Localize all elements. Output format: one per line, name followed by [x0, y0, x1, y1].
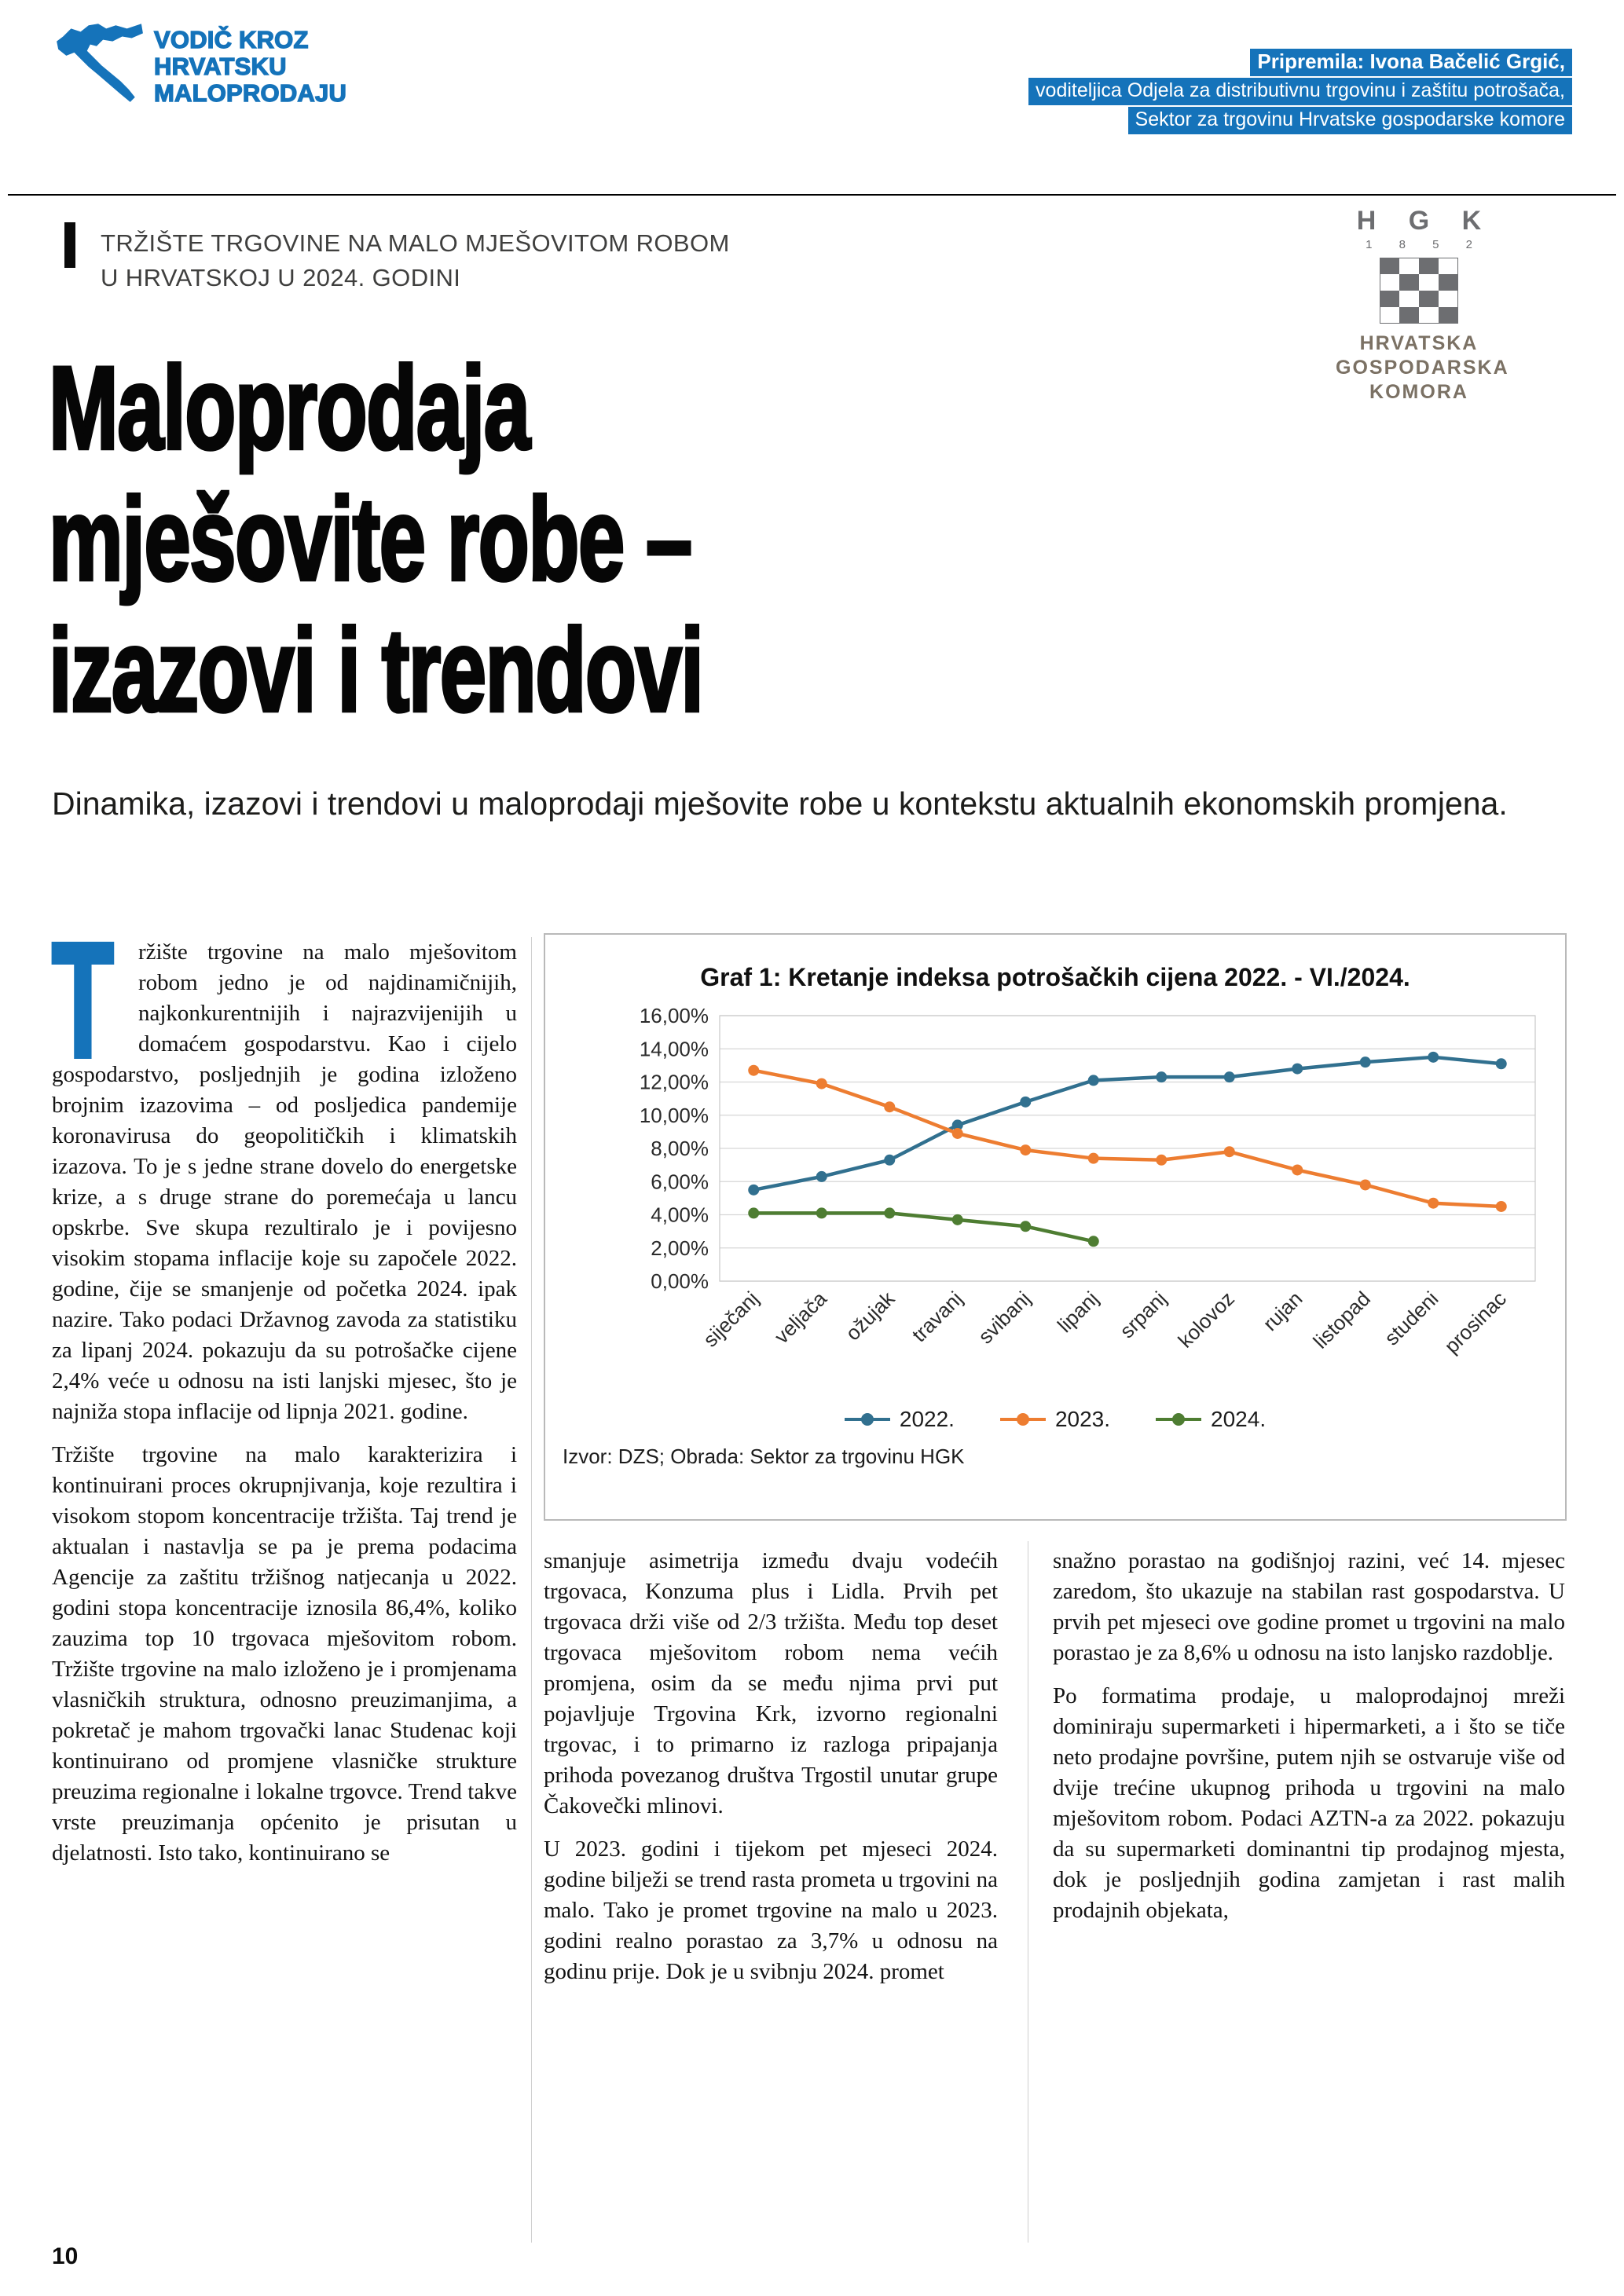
- paragraph: [52, 910, 517, 1427]
- paragraph: U 2023. godini i tijekom pet mjeseci 2024. godine bilježi se trend rasta prometa u trgovini na malo. Tako je promet trgovine na malo u 2023. godini realno porastao za 3,7% u odnosu na godinu prije. Dok je u svibnju 2024. promet: [544, 1836, 998, 1984]
- croatia-map-logo: [50, 16, 146, 105]
- article-headline: [49, 342, 970, 736]
- data-point: [952, 1214, 963, 1225]
- page-number: 10: [52, 2243, 79, 2269]
- x-tick-label: travanj: [907, 1287, 967, 1347]
- x-tick-label: studeni: [1379, 1287, 1443, 1350]
- hgk-name: [1336, 331, 1509, 405]
- data-point: [1496, 1058, 1507, 1069]
- chart-panel: [544, 933, 1567, 1521]
- cpi-chart-svg: [563, 1005, 1548, 1401]
- dropcap: T: [52, 910, 114, 1092]
- hgk-checkerboard-icon: [1380, 258, 1458, 324]
- paragraph: Tržište trgovine na malo karakterizira i kontinuirani proces okrupnjivanja, koje rezultira i visokom stopom koncentracije tržišta. Taj trend je aktualan i nastavlja se pa je prema podacima Agencije za zaštitu tržišnog natjecanja u 2022. godini stopa koncentracije iznosila 86,4%, koliko zauzima top 10 trgovaca mješovitom robom. Tržište trgovine na malo izloženo je i promjenama vlasničkih struktura, odnosno preuzimanjima, a pokretač je mahom trgovački lanac Studenac koji kontinuirano od promjene vlasničke strukture preuzima regionalne i lokalne trgovce. Trend takve vrste preuzimanja općenito je prisutan u djelatnosti. Isto tako, kontinuirano se: [52, 1442, 517, 1866]
- data-point: [884, 1207, 895, 1218]
- headline-line: mješovite robe –: [49, 473, 691, 605]
- legend-line-marker-icon: [1000, 1418, 1046, 1421]
- y-tick-label: 6,00%: [651, 1170, 709, 1194]
- data-point: [1088, 1236, 1099, 1247]
- kicker-accent-bar: [64, 222, 75, 268]
- y-tick-label: 2,00%: [651, 1236, 709, 1260]
- data-point: [816, 1207, 827, 1218]
- byline-author: Pripremila: Ivona Bačelić Grgić,: [1250, 49, 1572, 76]
- logo-line: HRVATSKU: [154, 53, 287, 80]
- legend-label: 2023.: [1054, 1407, 1111, 1431]
- column-divider: [531, 937, 532, 2243]
- y-tick-label: 14,00%: [639, 1037, 709, 1061]
- legend-label: 2024.: [1211, 1407, 1267, 1431]
- headline-line: Maloprodaja: [49, 342, 530, 474]
- x-tick-label: prosinac: [1439, 1287, 1511, 1358]
- hgk-logo: [1336, 206, 1509, 405]
- legend-item-2022: [845, 1407, 955, 1432]
- hgk-name-line: GOSPODARSKA: [1336, 357, 1509, 379]
- kicker-line: U HRVATSKOJ U 2024. GODINI: [101, 264, 461, 291]
- chart-title: Graf 1: Kretanje indeksa potrošačkih cijena 2022. - VI./2024.: [700, 963, 1410, 991]
- data-point: [748, 1207, 759, 1218]
- data-point: [1020, 1097, 1031, 1108]
- legend-label: 2022.: [899, 1407, 955, 1431]
- data-point: [816, 1171, 827, 1182]
- x-tick-label: srpanj: [1115, 1287, 1171, 1343]
- legend-line-marker-icon: [1156, 1418, 1201, 1421]
- article-column-2: [544, 1546, 998, 1987]
- y-tick-label: 4,00%: [651, 1203, 709, 1227]
- hgk-name-line: KOMORA: [1369, 381, 1468, 403]
- data-point: [748, 1185, 759, 1196]
- byline-role: voditeljica Odjela za distributivnu trgovinu i zaštitu potrošača,: [1028, 78, 1572, 105]
- x-tick-label: siječanj: [698, 1287, 764, 1352]
- series-line-2022: [753, 1057, 1501, 1190]
- x-tick-label: lipanj: [1052, 1287, 1103, 1338]
- data-point: [1020, 1221, 1031, 1232]
- x-tick-label: rujan: [1258, 1287, 1307, 1336]
- data-point: [884, 1101, 895, 1112]
- data-point: [1292, 1064, 1303, 1075]
- data-point: [1088, 1153, 1099, 1164]
- legend-item-2023: [1000, 1407, 1110, 1432]
- data-point: [1088, 1075, 1099, 1086]
- data-point: [1360, 1056, 1371, 1067]
- headline-line: izazovi i trendovi: [49, 604, 703, 736]
- kicker: [101, 226, 730, 295]
- x-tick-label: svibanj: [973, 1287, 1036, 1349]
- y-tick-label: 16,00%: [639, 1005, 709, 1027]
- x-tick-label: veljača: [769, 1287, 831, 1349]
- paragraph: snažno porastao na godišnjoj razini, već 14. mjesec zaredom, što ukazuje na stabilan rast gospodarstva. U prvih pet mjeseci ove godine promet u trgovini na malo porastao je za 8,6% u odnosu na isto lanjsko razdoblje.: [1053, 1548, 1565, 1665]
- logo-line: MALOPRODAJU: [154, 79, 347, 107]
- data-point: [1428, 1052, 1439, 1063]
- data-point: [1224, 1146, 1235, 1157]
- article-column-3: [1053, 1546, 1565, 1926]
- y-tick-label: 0,00%: [651, 1269, 709, 1293]
- data-point: [748, 1065, 759, 1076]
- series-line-2023: [753, 1071, 1501, 1207]
- data-point: [816, 1078, 827, 1089]
- hgk-letters: H G K: [1356, 206, 1494, 236]
- article-column-1: [52, 910, 517, 1869]
- paragraph-text: ržište trgovine na malo mješovitom robom jedno je od najdinamičnijih, najkonkurentnijih i najrazvijenijih u domaćem gospodarstvu. Kao i cijelo gospodarstvo, posljednjih je godina izloženo brojnim izazovima – od posljedica pandemije koronavirusa do geopolitičkih i klimatskih izazova. To je s jedne strane dovelo do energetske krize, a s druge strane do poremećaja u lancu opskrbe. Sve skupa rezultiralo je i povijesno visokim stopama inflacije koje su započele 2022. godine, čije se smanjenje od početka 2024. ipak nazire. Tako podaci Državnog zavoda za statistiku za lipanj 2024. pokazuju da su potrošačke cijene 2,4% veće u odnosu na isti lanjski mjesec, što je najniža stopa inflacije od lipnja 2021. godine.: [52, 939, 517, 1424]
- data-point: [1428, 1198, 1439, 1209]
- data-point: [1360, 1179, 1371, 1190]
- byline-org: Sektor za trgovinu Hrvatske gospodarske komore: [1128, 107, 1572, 134]
- paragraph: smanjuje asimetrija između dvaju vodećih trgovaca, Konzuma plus i Lidla. Prvih pet trgovaca drži više od 2/3 tržišta. Među top deset trgovaca mješovitom robom nema većih promjena, osim da se među njima prvi put pojavljuje Trgovina Krk, izvorno regionalni trgovac, i to primarno iz razloga pripajanja prihoda povezanog društva Trgostil unutar grupe Čakovečki mlinovi.: [544, 1548, 998, 1818]
- x-tick-label: kolovoz: [1173, 1287, 1239, 1353]
- legend-item-2024: [1156, 1407, 1266, 1432]
- data-point: [1156, 1155, 1167, 1166]
- chart-source: Izvor: DZS; Obrada: Sektor za trgovinu HGK: [563, 1445, 965, 1468]
- data-point: [1496, 1201, 1507, 1212]
- data-point: [1156, 1071, 1167, 1082]
- byline: [1028, 49, 1572, 136]
- data-point: [1224, 1071, 1235, 1082]
- hgk-name-line: HRVATSKA: [1359, 332, 1479, 354]
- y-tick-label: 10,00%: [639, 1103, 709, 1127]
- chart-legend: [563, 1407, 1548, 1432]
- y-tick-label: 12,00%: [639, 1070, 709, 1094]
- header-divider-rule: [8, 194, 1616, 196]
- logo-line: VODIČ KROZ: [154, 26, 309, 53]
- data-point: [884, 1155, 895, 1166]
- paragraph: Po formatima prodaje, u maloprodajnoj mreži dominiraju supermarketi i hipermarketi, a i što se tiče neto prodajne površine, putem njih se ostvaruje više od dvije trećine ukupnog prihoda u trgovini na malo mješovitom robom. Podaci AZTN-a za 2022. pokazuju da su supermarketi dominantni tip prodajnog mjesta, dok je posljednjih godina zamjetan i rast malih prodajnih objekata,: [1053, 1683, 1565, 1923]
- hgk-year: 1 8 5 2: [1366, 238, 1484, 251]
- legend-line-marker-icon: [845, 1418, 890, 1421]
- y-tick-label: 8,00%: [651, 1137, 709, 1160]
- data-point: [1292, 1164, 1303, 1175]
- data-point: [952, 1128, 963, 1139]
- publication-logo-title: [154, 27, 346, 107]
- article-lede: Dinamika, izazovi i trendovi u maloprodaji mješovite robe u kontekstu aktualnih ekonomskih promjena.: [52, 785, 1508, 822]
- x-tick-label: ožujak: [841, 1287, 900, 1346]
- data-point: [1020, 1144, 1031, 1155]
- x-tick-label: listopad: [1308, 1287, 1375, 1353]
- series-line-2024: [753, 1213, 1094, 1241]
- kicker-line: TRŽIŠTE TRGOVINE NA MALO MJEŠOVITOM ROBOM: [101, 229, 730, 257]
